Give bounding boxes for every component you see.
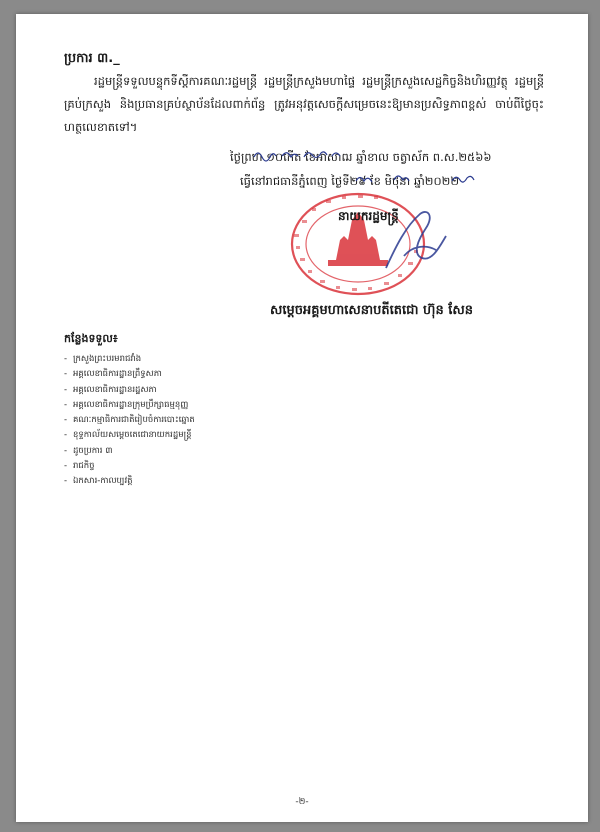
recipient-item: - ដូចប្រការ ៣ (64, 445, 113, 456)
recipient-label: ឯកសារ-កាលប្បវត្តិ (73, 476, 133, 487)
recipient-label: ក្រសួងព្រះបរមរាជវាំង (73, 354, 142, 364)
recipient-item: - ក្រសួងព្រះបរមរាជវាំង (64, 354, 142, 364)
recipient-item: - រាជកិច្ច (64, 461, 95, 472)
recipient-item: - អគ្គលេខាធិការដ្ឋានរដ្ឋសភា (64, 384, 157, 395)
recipient-label: ខុទ្ទកាល័យសម្តេចតេជោនាយករដ្ឋមន្ត្រី (73, 430, 192, 441)
page-number: -២- (295, 797, 309, 807)
recipient-label: ដូចប្រការ ៣ (73, 445, 113, 456)
document-page (16, 14, 588, 822)
handwritten-solar-date (354, 170, 534, 186)
recipient-label: អគ្គលេខាធិការដ្ឋានព្រឹទ្ធសភា (73, 369, 162, 380)
recipient-item: - អគ្គលេខាធិការដ្ឋានព្រឹទ្ធសភា (64, 369, 162, 380)
handwritten-lunar-date (252, 146, 348, 162)
date-lunar: ថ្ងៃព្រហ ១០កើត ខែអាសាឍ ឆ្នាំខាល ចត្វាស័ក ព.ស.២៥៦៦ (230, 150, 492, 164)
recipient-item: - គណៈកម្មាធិការជាតិរៀបចំការបោះឆ្នោត (64, 415, 195, 426)
recipient-label: អគ្គលេខាធិការដ្ឋានក្រុមប្រឹក្សាធម្មនុញ្ញ (73, 399, 189, 410)
recipient-label: គណៈកម្មាធិការជាតិរៀបចំការបោះឆ្នោត (73, 415, 195, 426)
article-body: រដ្ឋមន្ត្រីទទួលបន្ទុកទីស្តីការគណៈរដ្ឋមន្ត្រី រដ្ឋមន្ត្រីក្រសួងមហាផ្ទៃ រដ្ឋមន្ត្រីក្រសួងសេដ្ឋកិច្ចនិងហិរញ្ញវត្ថុ រដ្ឋមន្ត្រីគ្រប់ក្រសួង និងប្រធានគ្រប់ស្ថាប័នដែលពាក់ព័ន្ធ ត្រូវអនុវត្តសេចក្តីសម្រេចនេះឱ្យមានប្រសិទ្ធភាពខ្ពស់ ចាប់ពីថ្ងៃចុះហត្ថលេខាតទៅ។ (64, 74, 544, 134)
signer-title: នាយករដ្ឋមន្ត្រី (338, 209, 399, 223)
recipient-item: - ឯកសារ-កាលប្បវត្តិ (64, 476, 133, 487)
recipients-list (64, 352, 195, 490)
article-heading: ប្រការ ៣._ (64, 51, 120, 66)
recipient-label: រាជកិច្ច (73, 461, 95, 472)
recipient-label: អគ្គលេខាធិការដ្ឋានរដ្ឋសភា (73, 384, 157, 395)
recipient-item: - អគ្គលេខាធិការដ្ឋានក្រុមប្រឹក្សាធម្មនុញ្ញ (64, 399, 189, 410)
recipients-heading: កន្លែងទទួល៖ (64, 332, 118, 345)
date-solar: ធ្វើនៅរាជធានីភ្នំពេញ ថ្ងៃទី២៩ ខែ មិថុនា ឆ្នាំ២០២២ (240, 174, 460, 188)
signer-name: សម្តេចអគ្គមហាសេនាបតីតេជោ ហ៊ុន សែន (270, 303, 473, 318)
recipient-item: - ខុទ្ទកាល័យសម្តេចតេជោនាយករដ្ឋមន្ត្រី (64, 430, 192, 441)
